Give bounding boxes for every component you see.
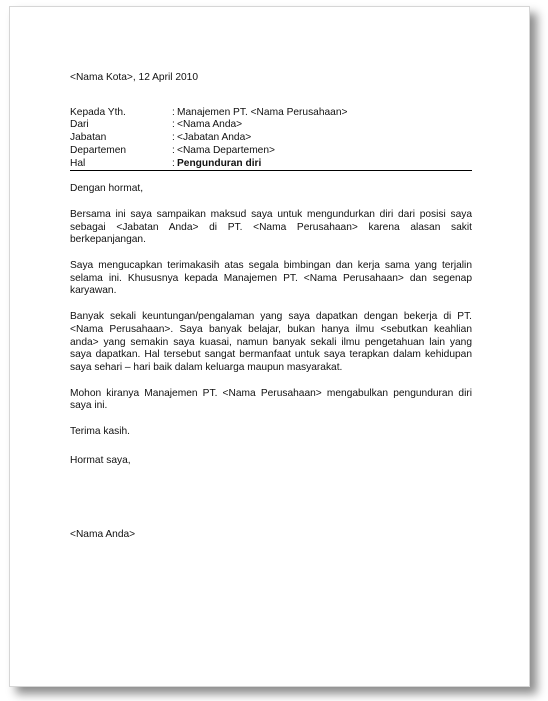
salutation: Dengan hormat, bbox=[70, 183, 144, 195]
header-row-recipient bbox=[70, 107, 472, 120]
header-value: <Nama Anda> bbox=[177, 119, 243, 131]
letter-header-table bbox=[70, 107, 472, 172]
header-separator: : bbox=[172, 144, 175, 156]
body-paragraph-3: Banyak sekali keuntungan/pengalaman yang saya dapatkan dengan bekerja di PT. <Nama Perusahaan>. Saya banyak belajar, bukan hanya ilmu <sebutkan keahlian anda> yang semakin saya kuasai, namun banyak sekali ilmu pengetahuan lain yang saya dapatkan. Hal tersebut sangat bermanfaat untuk saya terapkan dalam kehidupan saya sehari – hari baik dalam keluarga maupun masyarakat. bbox=[70, 311, 472, 373]
header-separator: : bbox=[172, 158, 177, 171]
header-row-department bbox=[70, 145, 472, 158]
header-value: <Nama Departemen> bbox=[177, 144, 275, 156]
header-label: Dari bbox=[70, 119, 89, 131]
header-separator: : bbox=[172, 106, 175, 118]
body-paragraph-4: Mohon kiranya Manajemen PT. <Nama Perusahaan> mengabulkan pengunduran diri saya ini. bbox=[70, 387, 472, 412]
header-row-position bbox=[70, 132, 472, 145]
header-row-subject bbox=[70, 158, 472, 171]
letter-page bbox=[9, 6, 530, 687]
header-value: <Jabatan Anda> bbox=[177, 132, 252, 144]
closing-line: Hormat saya, bbox=[70, 454, 131, 466]
header-separator: : bbox=[172, 132, 175, 144]
body-paragraph-1: Bersama ini saya sampaikan maksud saya untuk mengundurkan diri dari posisi saya sebagai <Jabatan Anda> di PT. <Nama Perusahaan> karena alasan sakit berkepanjangan. bbox=[70, 208, 472, 246]
subject-value: Pengunduran diri bbox=[177, 158, 472, 171]
header-separator: : bbox=[172, 119, 175, 131]
letter-content bbox=[70, 72, 472, 542]
header-label: Departemen bbox=[70, 144, 127, 156]
signature-name: <Nama Anda> bbox=[70, 529, 136, 541]
thanks-line: Terima kasih. bbox=[70, 426, 131, 438]
header-label: Jabatan bbox=[70, 132, 107, 144]
header-value: Manajemen PT. <Nama Perusahaan> bbox=[177, 106, 348, 118]
header-label: Kepada Yth. bbox=[70, 106, 126, 118]
body-paragraph-2: Saya mengucapkan terimakasih atas segala bimbingan dan kerja sama yang terjalin selama ini. Khususnya kepada Manajemen PT. <Nama Perusahaan> dan segenap karyawan. bbox=[70, 260, 472, 297]
date-line: <Nama Kota>, 12 April 2010 bbox=[70, 72, 198, 83]
header-label: Hal bbox=[70, 158, 172, 171]
header-row-from bbox=[70, 119, 472, 132]
